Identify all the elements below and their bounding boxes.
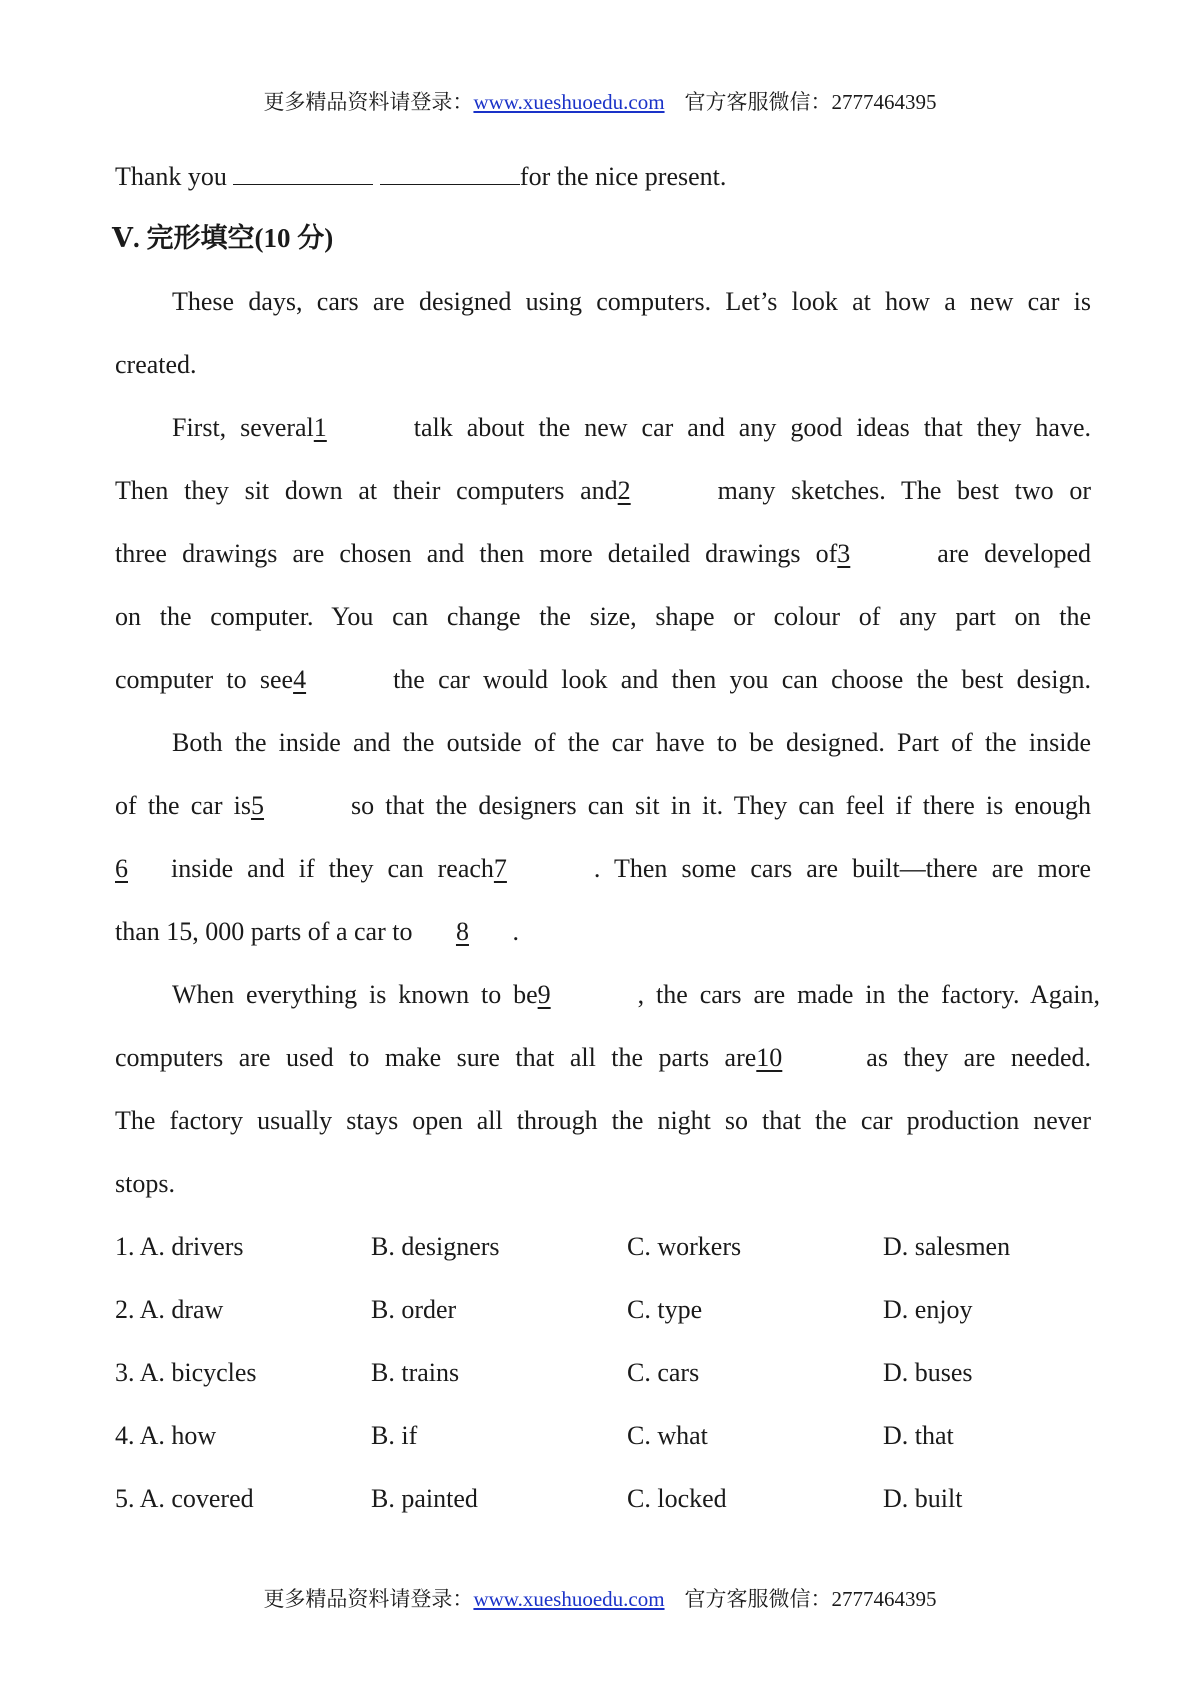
blank-2: 2 — [617, 476, 631, 505]
page-footer — [0, 1585, 1200, 1613]
passage-line: When everything is known to be9 , the cars are made in the factory. Again, — [172, 977, 1100, 1013]
option-a: 3. A. bicycles — [115, 1358, 257, 1387]
blank-3: 3 — [837, 539, 851, 568]
answer-blank — [380, 158, 520, 185]
option-b: B. trains — [371, 1358, 460, 1387]
passage-line: than 15, 000 parts of a car to 8 . — [115, 914, 1091, 950]
passage-line: The factory usually stays open all through the night so that the car production never — [115, 1106, 1091, 1135]
option-a: 1. A. drivers — [115, 1232, 244, 1261]
passage-line: created. — [115, 350, 197, 379]
header-wechat: 官方客服微信：2777464395 — [684, 90, 937, 114]
footer-wechat: 官方客服微信：2777464395 — [684, 1587, 937, 1611]
option-b: B. order — [371, 1295, 457, 1324]
option-c: C. what — [627, 1421, 708, 1450]
passage-line: First, several1 talk about the new car and any good ideas that they have. — [172, 410, 1091, 446]
blank-10: 10 — [756, 1043, 783, 1072]
passage-line: 6 inside and if they can reach7 . Then some cars are built—there are more — [115, 851, 1091, 887]
option-d: D. buses — [883, 1358, 973, 1387]
passage-line: computer to see4 the car would look and then you can choose the best design. — [115, 662, 1091, 698]
passage-line: three drawings are chosen and then more detailed drawings of3 are developed — [115, 536, 1091, 572]
passage-line: on the computer. You can change the size, shape or colour of any part on the — [115, 602, 1091, 631]
option-b: B. designers — [371, 1232, 500, 1261]
passage-line: of the car is5 so that the designers can sit in it. They can feel if there is enough — [115, 788, 1091, 824]
header-prefix: 更多精品资料请登录： — [263, 90, 474, 114]
passage-line: computers are used to make sure that all the parts are10 as they are needed. — [115, 1040, 1091, 1076]
option-d: D. that — [883, 1421, 954, 1450]
option-d: D. built — [883, 1484, 963, 1513]
prior-question-line: Thank you for the nice present. — [115, 158, 1091, 195]
passage-line: These days, cars are designed using computers. Let’s look at how a new car is — [172, 287, 1091, 316]
option-d: D. enjoy — [883, 1295, 973, 1324]
answer-blank — [233, 158, 373, 185]
header-link[interactable]: www.xueshuoedu.com — [473, 90, 665, 114]
option-a: 2. A. draw — [115, 1295, 224, 1324]
section-title: Ⅴ. 完形填空(10 分) — [112, 223, 334, 253]
passage-line: Both the inside and the outside of the car have to be designed. Part of the inside — [172, 728, 1091, 757]
option-b: B. painted — [371, 1484, 478, 1513]
option-c: C. locked — [627, 1484, 727, 1513]
option-b: B. if — [371, 1421, 418, 1450]
blank-5: 5 — [251, 791, 265, 820]
option-c: C. type — [627, 1295, 703, 1324]
blank-4: 4 — [293, 665, 307, 694]
option-d: D. salesmen — [883, 1232, 1011, 1261]
option-a: 4. A. how — [115, 1421, 217, 1450]
option-c: C. workers — [627, 1232, 742, 1261]
blank-8: 8 — [455, 917, 469, 946]
blank-7: 7 — [493, 854, 507, 883]
blank-6: 6 — [115, 854, 128, 883]
passage-line: Then they sit down at their computers and2 many sketches. The best two or — [115, 473, 1091, 509]
passage-line: stops. — [115, 1169, 175, 1198]
page-header — [0, 88, 1200, 116]
footer-link[interactable]: www.xueshuoedu.com — [473, 1587, 665, 1611]
footer-prefix: 更多精品资料请登录： — [263, 1587, 474, 1611]
blank-1: 1 — [313, 413, 327, 442]
option-c: C. cars — [627, 1358, 700, 1387]
option-a: 5. A. covered — [115, 1484, 254, 1513]
blank-9: 9 — [537, 980, 551, 1009]
